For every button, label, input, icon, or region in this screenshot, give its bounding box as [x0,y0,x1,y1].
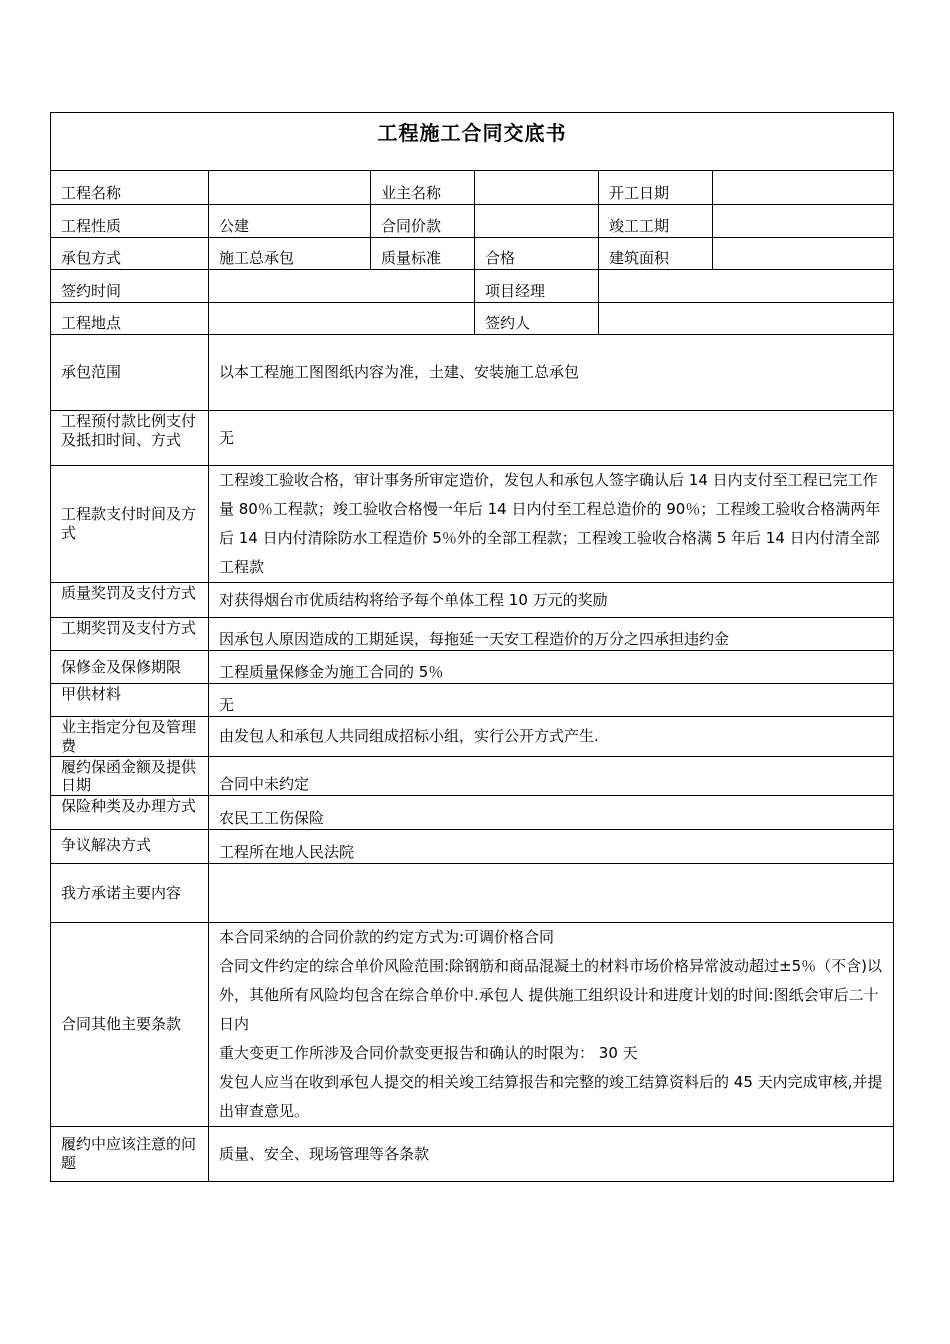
advance-payment-label: 工程预付款比例支付及抵扣时间、方式 [51,411,209,466]
start-date-value [713,171,894,205]
bond-value: 合同中未约定 [209,756,894,796]
payment-terms-value: 工程竣工验收合格，审计事务所审定造价，发包人和承包人签字确认后 14 日内支付至工程已完工作量 80％工程款；竣工验收合格慢一年后 14 日内付至工程总造价的 90％；工程竣工验收合格满两年后 14 日内付清除防水工程造价 5％外的全部工程款；工程竣工验收合格满 5 年后 14 日内付清全部工程款 [209,466,894,583]
commitment-value [209,864,894,923]
attention-value: 质量、安全、现场管理等各条款 [209,1127,894,1182]
commitment-label: 我方承诺主要内容 [51,864,209,923]
attention-label: 履约中应该注意的问题 [51,1127,209,1182]
other-terms-label: 合同其他主要条款 [51,923,209,1127]
schedule-reward-label: 工期奖罚及支付方式 [51,618,209,651]
scope-label: 承包范围 [51,335,209,411]
other-terms-line-2: 合同文件约定的综合单价风险范围:除钢筋和商品混凝土的材料市场价格异常波动超过±5％（不含)以外，其他所有风险均包含在综合单价中.承包人 提供施工组织设计和进度计划的时间:图纸会审后二十日内 [219,957,883,1033]
contract-mode-value: 施工总承包 [209,238,371,270]
contract-mode-label: 承包方式 [51,238,209,270]
project-nature-value: 公建 [209,205,371,238]
sign-time-value [209,270,475,303]
schedule-reward-value: 因承包人原因造成的工期延误，每拖延一天安工程造价的万分之四承担违约金 [209,618,894,651]
advance-payment-value: 无 [209,411,894,466]
supplied-material-value: 无 [209,684,894,717]
project-manager-label: 项目经理 [475,270,599,303]
other-terms-line-1: 本合同采纳的合同价款的约定方式为:可调价格合同 [219,928,555,946]
other-terms-line-4: 发包人应当在收到承包人提交的相关竣工结算报告和完整的竣工结算资料后的 45 天内完成审核,并提出审查意见。 [219,1073,883,1120]
signatory-label: 签约人 [475,303,599,335]
other-terms-line-3: 重大变更工作所涉及合同价款变更报告和确认的时限为： 30 天 [219,1044,638,1062]
dispute-label: 争议解决方式 [51,830,209,864]
project-nature-label: 工程性质 [51,205,209,238]
scope-value: 以本工程施工图图纸内容为准，土建、安装施工总承包 [209,335,894,411]
completion-period-value [713,205,894,238]
contract-price-label: 合同价款 [371,205,475,238]
building-area-label: 建筑面积 [599,238,713,270]
owner-name-label: 业主名称 [371,171,475,205]
project-name-label: 工程名称 [51,171,209,205]
project-name-value [209,171,371,205]
page-title: 工程施工合同交底书 [51,113,894,171]
contract-price-value [475,205,599,238]
insurance-label: 保险种类及办理方式 [51,796,209,830]
warranty-value: 工程质量保修金为施工合同的 5％ [209,651,894,684]
owner-name-value [475,171,599,205]
project-location-label: 工程地点 [51,303,209,335]
quality-standard-value: 合格 [475,238,599,270]
payment-terms-label: 工程款支付时间及方式 [51,466,209,583]
quality-reward-value: 对获得烟台市优质结构将给予每个单体工程 10 万元的奖励 [209,583,894,618]
bond-label: 履约保函金额及提供日期 [51,756,209,796]
dispute-value: 工程所在地人民法院 [209,830,894,864]
sign-time-label: 签约时间 [51,270,209,303]
project-manager-value [599,270,894,303]
subcontract-label: 业主指定分包及管理费 [51,717,209,757]
quality-standard-label: 质量标准 [371,238,475,270]
warranty-label: 保修金及保修期限 [51,651,209,684]
other-terms-value [209,923,894,1127]
supplied-material-label: 甲供材料 [51,684,209,717]
project-location-value [209,303,475,335]
completion-period-label: 竣工工期 [599,205,713,238]
subcontract-value: 由发包人和承包人共同组成招标小组，实行公开方式产生. [209,717,894,757]
quality-reward-label: 质量奖罚及支付方式 [51,583,209,618]
contract-briefing-table [50,112,894,1182]
signatory-value [599,303,894,335]
insurance-value: 农民工工伤保险 [209,796,894,830]
building-area-value [713,238,894,270]
start-date-label: 开工日期 [599,171,713,205]
